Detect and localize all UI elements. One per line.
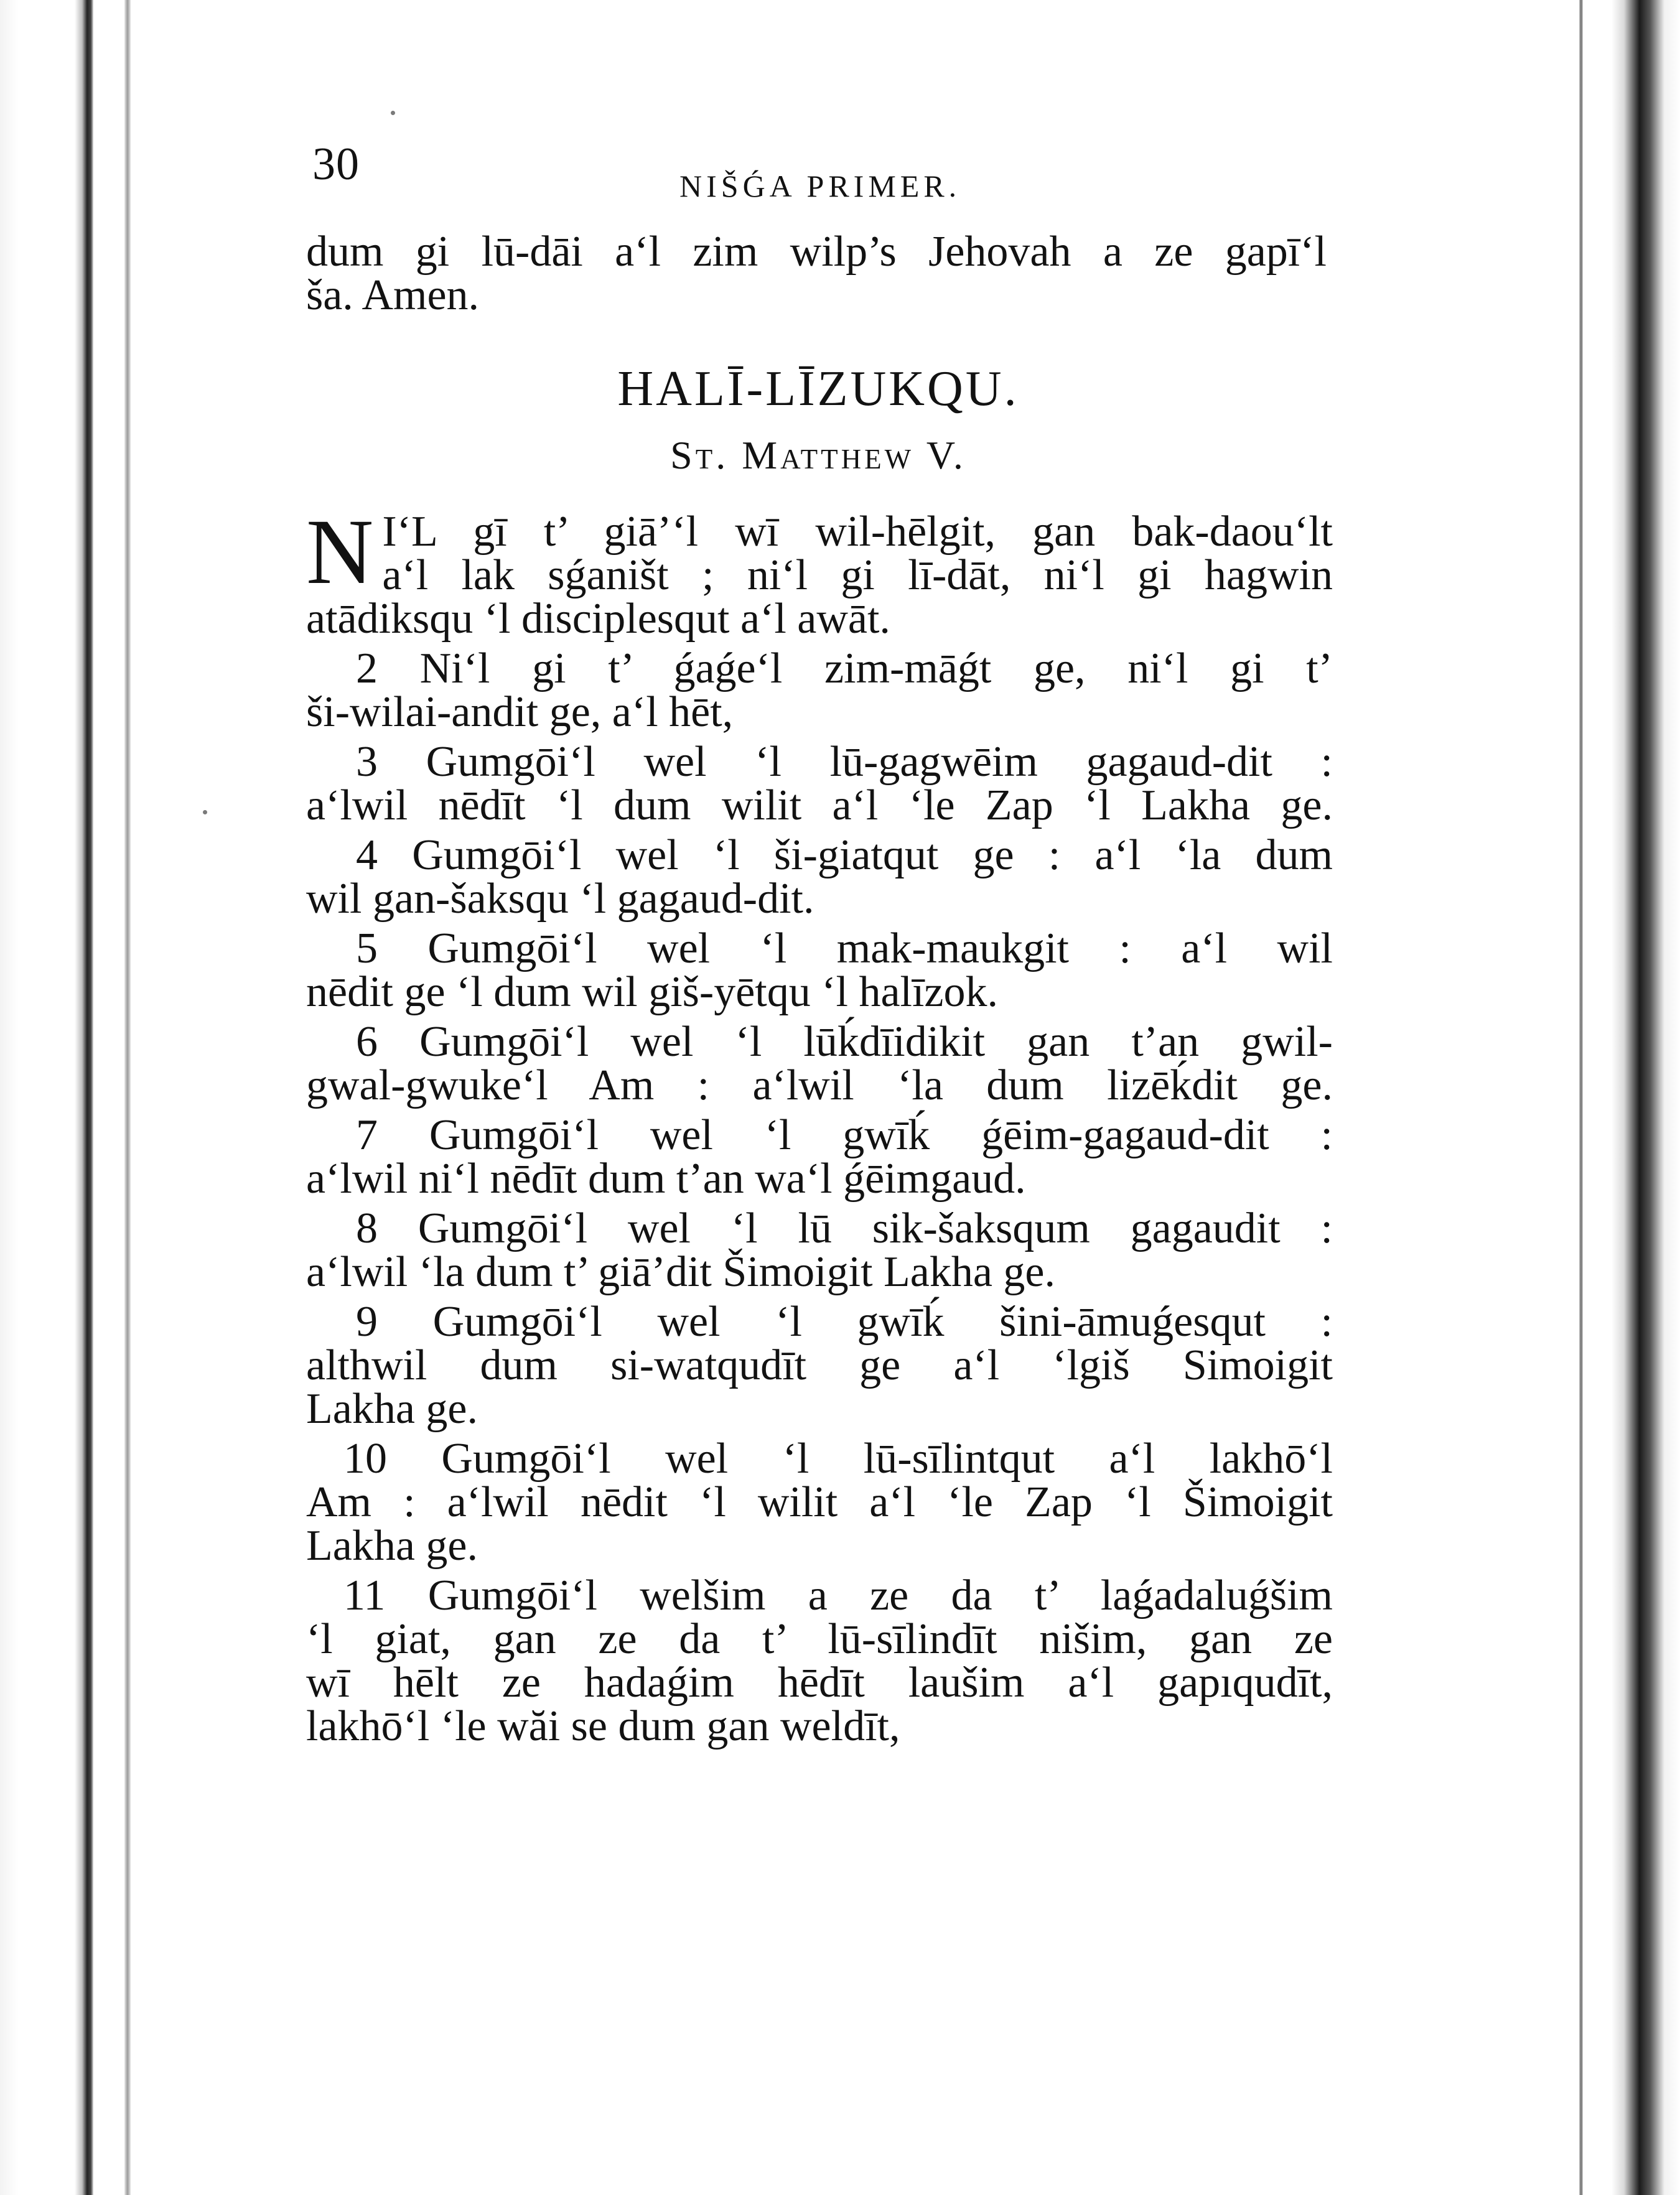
closing-paragraph bbox=[306, 230, 1327, 317]
text-line: 9 Gumgōi‘l wel ‘l gwīḱ šini-āmuǵesqut : bbox=[356, 1298, 1333, 1346]
text-line: 11 Gumgōi‘l welšim a ze da t’ laǵadaluǵšim bbox=[343, 1572, 1333, 1619]
text-line: a‘l lak sǵaništ ; ni‘l gi lī-dāt, ni‘l gi hagwin bbox=[382, 551, 1333, 599]
verse-9 bbox=[306, 1300, 1333, 1431]
scan-gutter-line bbox=[124, 0, 131, 2195]
running-title: NIŠǴA PRIMER. bbox=[679, 169, 961, 203]
text-line: ši-wilai-andit ge, a‘l hēt, bbox=[306, 688, 734, 736]
page-number: 30 bbox=[312, 139, 360, 190]
text-line: 2 Ni‘l gi t’ ǵaǵe‘l zim-māǵt ge, ni‘l gi t’ bbox=[356, 645, 1333, 692]
text-line: a‘lwil ‘la dum t’ giā’dit Šimoigit Lakha ge. bbox=[306, 1248, 1055, 1296]
verse-3 bbox=[306, 740, 1333, 827]
text-line: wil gan-šaksqu ‘l gagaud-dit. bbox=[306, 875, 814, 923]
text-line: ša. Amen. bbox=[306, 271, 480, 319]
running-head bbox=[286, 131, 1350, 203]
text-line: 4 Gumgōi‘l wel ‘l ši-giatqut ge : a‘l ‘la dum bbox=[356, 831, 1333, 879]
verse-2 bbox=[306, 647, 1333, 734]
text-line: 8 Gumgōi‘l wel ‘l lū sik-šaksqum gagaudit : bbox=[356, 1205, 1333, 1252]
verse-list bbox=[306, 500, 1333, 1755]
text-line: Lakha ge. bbox=[306, 1522, 478, 1570]
text-line: atādiksqu ‘l disciplesqut a‘l awāt. bbox=[306, 595, 890, 643]
text-line: ‘l giat, gan ze da t’ lū-sīlindīt nišim, gan ze bbox=[306, 1615, 1333, 1663]
verse-4 bbox=[306, 831, 1333, 923]
drop-cap: N bbox=[306, 500, 374, 604]
verse-11 bbox=[306, 1574, 1333, 1748]
text-line: Am : a‘lwil nēdit ‘l wilit a‘l ‘le Zap ‘l Šimoigit bbox=[306, 1478, 1333, 1526]
section-title: HALĪ-LĪZUKQU. bbox=[617, 361, 1019, 416]
scan-right-edge bbox=[1506, 0, 1680, 2195]
text-line: 5 Gumgōi‘l wel ‘l mak-maukgit : a‘l wil bbox=[356, 925, 1333, 972]
text-line: 6 Gumgōi‘l wel ‘l lūḱdīidikit gan t’an gwil- bbox=[356, 1018, 1333, 1066]
text-line: nēdit ge ‘l dum wil giš-yētqu ‘l halīzok. bbox=[306, 968, 999, 1016]
scan-speck bbox=[203, 810, 207, 814]
verse-7 bbox=[306, 1111, 1333, 1203]
scan-left-edge bbox=[0, 0, 93, 2195]
verse-6 bbox=[306, 1020, 1333, 1107]
text-line: wī hēlt ze hadaǵim hēdīt laušim a‘l gapıqudīt, bbox=[306, 1659, 1333, 1707]
text-line: dum gi lū-dāi a‘l zim wilp’s Jehovah a ze gapī‘l bbox=[306, 228, 1327, 276]
text-line: 3 Gumgōi‘l wel ‘l lū-gagwēim gagaud-dit : bbox=[356, 738, 1333, 786]
scan-right-line bbox=[1579, 0, 1583, 2195]
text-line: lakhō‘l ‘le wăi se dum gan weldīt, bbox=[306, 1702, 900, 1750]
verse-1 bbox=[306, 500, 1333, 643]
section-subtitle: St. Matthew V. bbox=[670, 433, 966, 477]
text-line: a‘lwil ni‘l nēdīt dum t’an wa‘l ǵēimgaud. bbox=[306, 1155, 1026, 1203]
text-line: gwal-gwuke‘l Am : a‘lwil ‘la dum lizēḱdit ge. bbox=[306, 1061, 1333, 1109]
text-line: I‘L gī t’ giā’‘l wī wil-hēlgit, gan bak-daou‘lt bbox=[382, 508, 1333, 556]
text-line: Lakha ge. bbox=[306, 1385, 478, 1433]
verse-5 bbox=[306, 927, 1333, 1014]
verse-8 bbox=[306, 1207, 1333, 1294]
text-line: althwil dum si-watqudīt ge a‘l ‘lgiš Simoigit bbox=[306, 1341, 1333, 1389]
text-line: 10 Gumgōi‘l wel ‘l lū-sīlintqut a‘l lakhō‘l bbox=[343, 1435, 1333, 1483]
verse-10 bbox=[306, 1437, 1333, 1568]
book-page bbox=[286, 131, 1350, 1750]
text-line: 7 Gumgōi‘l wel ‘l gwīḱ ǵēim-gagaud-dit : bbox=[356, 1111, 1333, 1159]
scan-speck bbox=[391, 111, 395, 115]
text-line: a‘lwil nēdīt ‘l dum wilit a‘l ‘le Zap ‘l Lakha ge. bbox=[306, 781, 1333, 829]
